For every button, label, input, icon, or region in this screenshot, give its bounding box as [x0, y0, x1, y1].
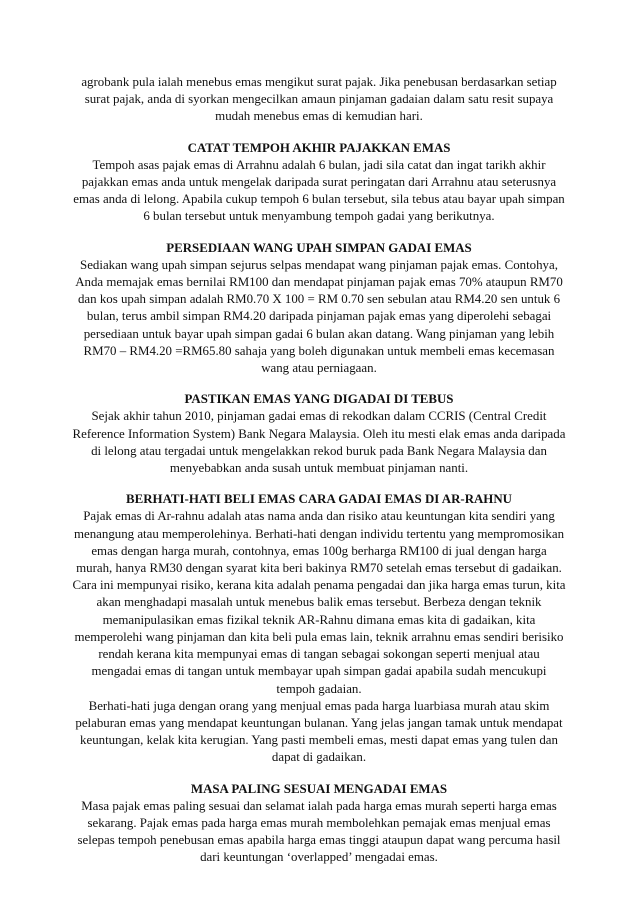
section-heading-persediaan-wang: PERSEDIAAN WANG UPAH SIMPAN GADAI EMAS	[166, 240, 472, 255]
intro-paragraph: agrobank pula ialah menebus emas mengikut surat pajak. Jika penebusan berdasarkan setiap surat pajak, anda di syorkan mengecilkan amaun pinjaman gadaian dalam satu resit supaya mudah menebus emas di kemudian hari.	[81, 75, 557, 124]
section-paragraph-berhati-hati-1: Pajak emas di Ar-rahnu adalah atas nama anda dan risiko atau keuntungan kita sendiri yang menangung atau memperolehinya. Berhati-hati dengan individu tertentu yang mempromosikan emas dengan harga murah, contohnya, emas 100g berharga RM100 di jual dengan harga murah, hanya RM30 dengan syarat kita beri bakinya RM70 setelah emas tersebut di gadaikan. Cara ini mempunyai risiko, kerana kita adalah penama pengadai dan jika harga emas turun, kita akan menghadapi masalah untuk menebus balik emas tersebut. Berbeza dengan teknik memanipulasikan emas fizikal teknik AR-Rahnu dimana emas kita di gadaikan, kita memperolehi wang pinjaman dan kita beli pula emas lain, teknik arrahnu emas sendiri berisiko rendah kerana kita mempunyai emas di tangan sebagai sokongan seperti menjual atau mengadai emas di tangan untuk membayar upah simpan gadai apabila sudah mencukupi tempoh gadaian.	[72, 509, 566, 696]
section-paragraph-masa-sesuai: Masa pajak emas paling sesuai dan selamat ialah pada harga emas murah seperti harga emas sekarang. Pajak emas pada harga emas murah membolehkan pemajak emas menjual emas selepas tempoh penebusan emas apabila harga emas tinggi ataupun dapat wang percuma hasil dari keuntungan ‘overlapped’ mengadai emas.	[77, 798, 561, 865]
section-paragraph-berhati-hati-2: Berhati-hati juga dengan orang yang menjual emas pada harga luarbiasa murah atau skim pelaburan emas yang mendapat keuntungan bulanan. Yang jelas jangan tamak untuk mendapat keuntungan, kelak kita kerugian. Yang pasti membeli emas, mesti dapat emas yang tulen dan dapat di gadaikan.	[75, 698, 563, 765]
section-paragraph-persediaan-wang: Sediakan wang upah simpan sejurus selpas mendapat wang pinjaman pajak emas. Contohya, Anda memajak emas bernilai RM100 dan mendapat pinjaman pajak emas 70% ataupun RM70 dan kos upah simpan adalah RM0.70 X 100 = RM 0.70 sen sebulan atau RM4.20 sen untuk 6 bulan, terus ambil simpan RM4.20 daripada pinjaman pajak emas yang diperolehi sebagai persediaan untuk bayar upah simpan gadai 6 bulan akan datang. Wang pinjaman yang lebih RM70 – RM4.20 =RM65.80 sahaja yang boleh digunakan untuk membeli emas kecemasan wang atau perniagaan.	[75, 257, 563, 376]
section-heading-masa-sesuai: MASA PALING SESUAI MENGADAI EMAS	[190, 781, 448, 796]
section-paragraph-catat-tempoh: Tempoh asas pajak emas di Arrahnu adalah 6 bulan, jadi sila catat dan ingat tarikh akhir pajakkan emas anda untuk mengelak daripada surat peringatan dari Arrahnu atau seterusnya emas anda di lelong. Apabila cukup tempoh 6 bulan tersebut, sila tebus atau bayar upah simpan 6 bulan tersebut untuk menyambung tempoh gadai yang berikutnya.	[73, 157, 565, 224]
section-heading-berhati-hati: BERHATI-HATI BELI EMAS CARA GADAI EMAS DI AR-RAHNU	[126, 492, 512, 507]
section-paragraph-pastikan-emas: Sejak akhir tahun 2010, pinjaman gadai emas di rekodkan dalam CCRIS (Central Credit Reference Information System) Bank Negara Malaysia. Oleh itu mesti elak emas anda daripada di lelong atau tergadai untuk mengelakkan rekod buruk pada Bank Negara Malaysia dan menyebabkan anda susah untuk membuat pinjaman nanti.	[72, 409, 566, 476]
section-heading-catat-tempoh: CATAT TEMPOH AKHIR PAJAKKAN EMAS	[187, 140, 451, 155]
section-heading-pastikan-emas: PASTIKAN EMAS YANG DIGADAI DI TEBUS	[184, 392, 454, 407]
document-page	[72, 74, 566, 867]
